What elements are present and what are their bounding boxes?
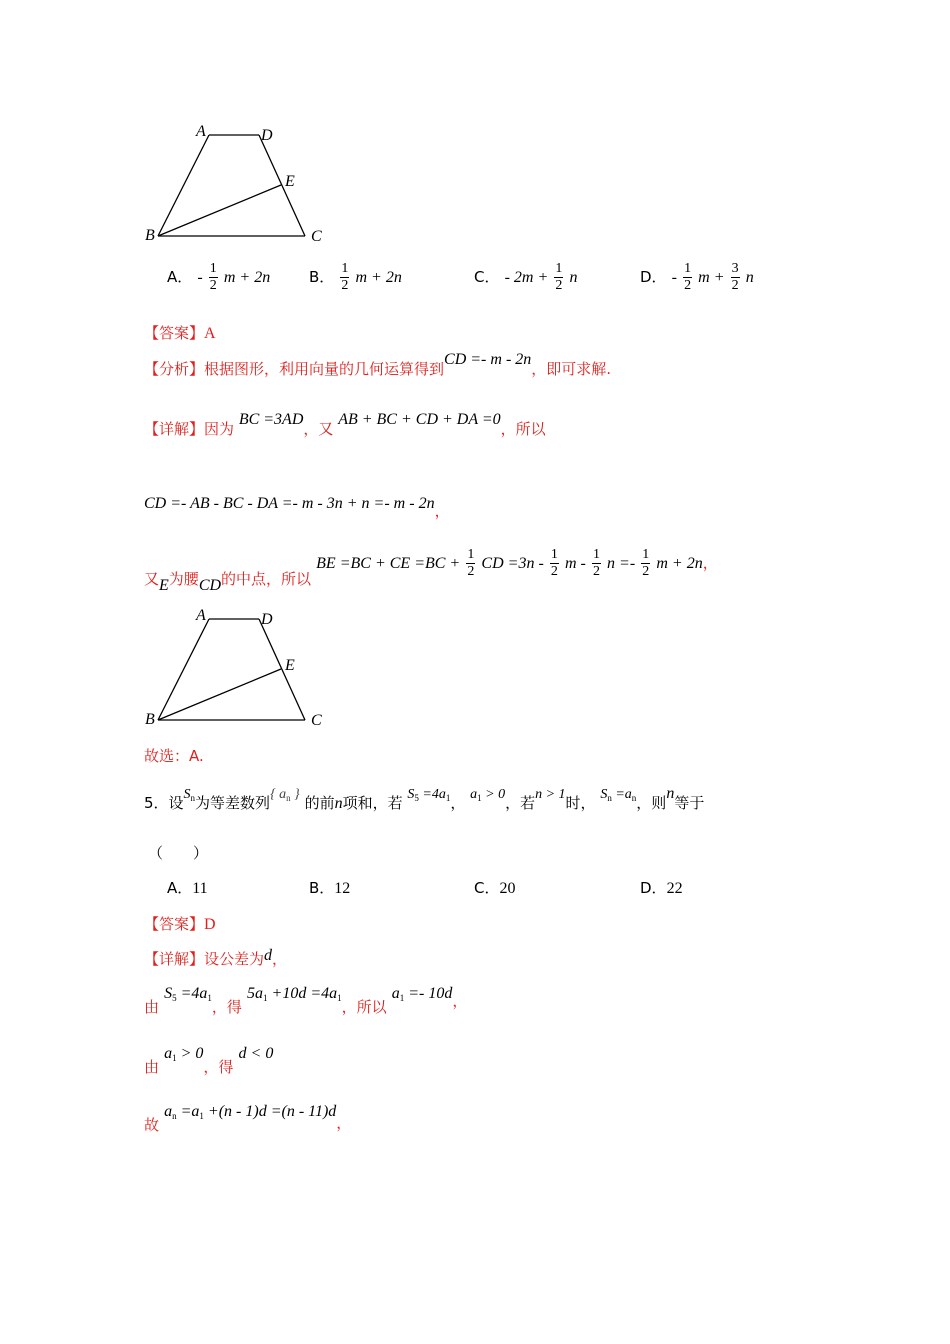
detail2-line-3: 由 $a_1 > 0$，得 d < 0	[144, 1045, 274, 1076]
option-b: B． $\frac{1}{2}$ m + 2n	[309, 261, 402, 293]
trapezoid-figure-2	[140, 602, 340, 737]
q5-option-c: C．20	[474, 879, 516, 897]
question-5-paren: （ ）	[148, 844, 209, 862]
label-d: D	[261, 127, 273, 144]
q5-option-d: D．22	[640, 879, 683, 897]
q5-option-a: A．11	[167, 879, 208, 897]
answer-line-1: 【答案】A	[144, 324, 216, 342]
label-c: C	[311, 712, 322, 729]
label-e: E	[285, 657, 295, 674]
label-e: E	[285, 173, 295, 190]
trapezoid-figure-1	[140, 118, 340, 253]
label-d: D	[261, 611, 273, 628]
label-a: A	[196, 123, 206, 140]
label-b: B	[145, 711, 155, 728]
label-c: C	[311, 228, 322, 245]
option-d: D． - $\frac{1}{2}$ m + $\frac{3}{2}$ n	[640, 261, 754, 293]
detail-line-3: 又E为腰CD的中点，所以 BE =BC + CE =BC + $\frac{1}{2}$ CD =3n - $\frac{1}{2}$ m - $\frac{1}{2}$ n =- $\frac{1}{2}$ m + 2n，	[144, 547, 718, 594]
detail-line-2: CD =- AB - BC - DA =- m - 3n + n =- m - 2n，	[144, 495, 450, 520]
option-c: C． - 2m + $\frac{1}{2}$ n	[474, 261, 578, 293]
label-a: A	[196, 607, 206, 624]
question-5: 5．设$S_n$为等差数列{ $a_n$ } 的前n项和，若 $S_5 =4a_1$， $a_1 > 0$，若n > 1时， $S_n =a_n$，则n等于	[144, 785, 705, 812]
detail2-line-4: 故 $a_n =a_1 +(n - 1)d =(n - 11)d$，	[144, 1103, 352, 1134]
analysis-line: 【分析】根据图形，利用向量的几何运算得到CD =- m - 2n，即可求解.	[144, 351, 612, 378]
detail2-line-2: 由 $S_5 =4a_1$，得 $5a_1 +10d =4a_1$，所以 $a_1 =- 10d$，	[144, 985, 468, 1016]
choose-line: 故选：A.	[144, 747, 204, 765]
detail2-line-1: 【详解】设公差为d，	[144, 947, 288, 968]
answer-line-2: 【答案】D	[144, 915, 216, 933]
option-a: A． - $\frac{1}{2}$ m + 2n	[167, 261, 271, 293]
q5-option-b: B．12	[309, 879, 351, 897]
label-b: B	[145, 227, 155, 244]
detail-line-1: 【详解】因为 BC =3AD，又 AB + BC + CD + DA =0，所以	[144, 411, 546, 438]
